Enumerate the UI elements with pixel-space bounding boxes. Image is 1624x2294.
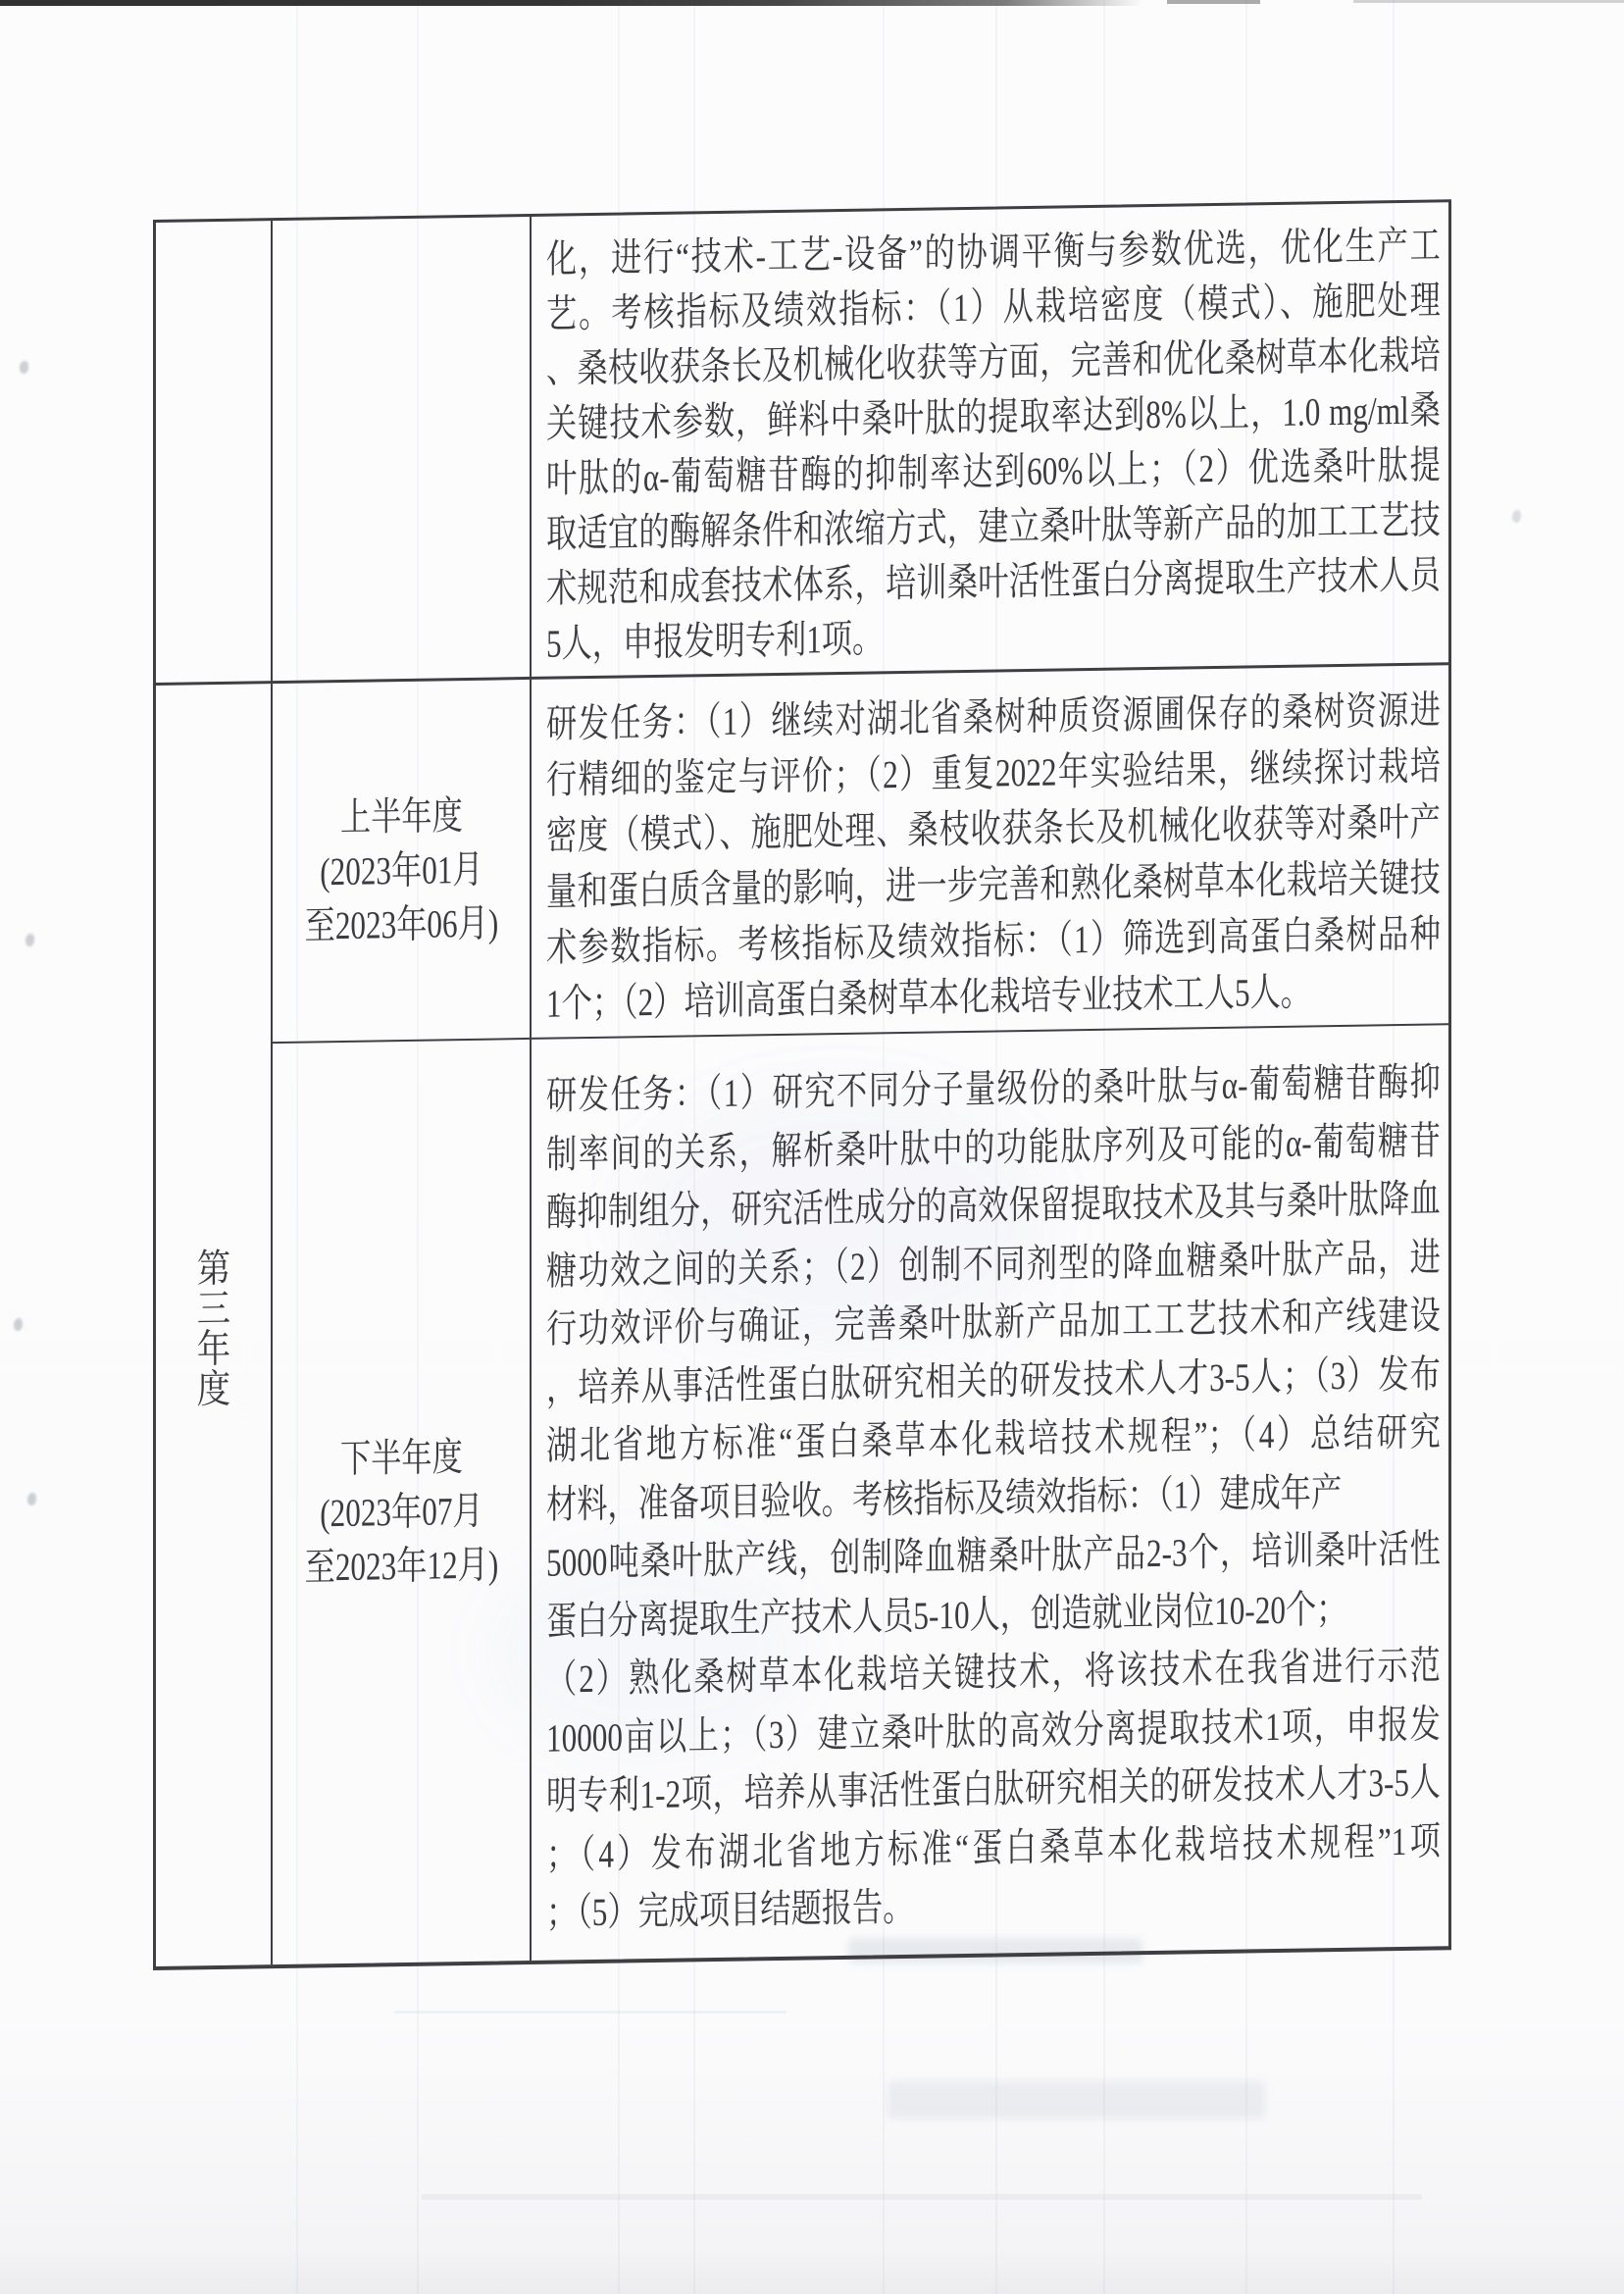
table-cell-year-label bbox=[156, 684, 273, 1966]
period-label-line: 至2023年06月) bbox=[304, 900, 499, 948]
project-schedule-table bbox=[153, 199, 1451, 1970]
year-label-char: 年 bbox=[196, 1326, 230, 1372]
scan-edge-artifact bbox=[0, 0, 1142, 6]
table-cell-period-first-half bbox=[273, 680, 532, 1044]
task-text-line: 湖北省地方标准“蛋白桑草本化栽培技术规程”；（4）总结研究 bbox=[546, 1409, 1441, 1468]
task-text-line: 关键技术参数，鲜料中桑叶肽的提取率达到8%以上，1.0 mg/ml桑 bbox=[546, 386, 1441, 446]
table-cell-task-second-half bbox=[532, 1025, 1448, 1961]
year-label-char: 三 bbox=[196, 1286, 230, 1332]
task-text-line: （2）熟化桑树草本化栽培关键技术，将该技术在我省进行示范 bbox=[546, 1643, 1441, 1702]
table-cell-year-empty bbox=[156, 221, 273, 686]
year-label-char: 度 bbox=[196, 1366, 230, 1412]
period-label-line: 上半年度 bbox=[340, 793, 463, 840]
scan-speck bbox=[20, 361, 28, 374]
task-text-line: 化，进行“技术-工艺-设备”的协调平衡与参数优选，优化生产工 bbox=[546, 222, 1441, 281]
table-cell-task-first-half bbox=[532, 665, 1448, 1040]
period-label-line: 下半年度 bbox=[340, 1435, 463, 1481]
task-text-line: 材料，准备项目验收。考核指标及绩效指标：（1）建成年产 bbox=[546, 1469, 1343, 1527]
scan-edge-artifact bbox=[1167, 0, 1260, 4]
task-text-line: 密度（模式）、施肥处理、桑枝收获条长及机械化收获等对桑叶产 bbox=[546, 798, 1441, 858]
period-label-line: 至2023年12月) bbox=[304, 1542, 499, 1590]
scan-ghost-line bbox=[394, 2011, 787, 2014]
task-text-line: 5000吨桑叶肽产线，创制降血糖桑叶肽产品2-3个，培训桑叶活性 bbox=[546, 1526, 1441, 1585]
task-text-line: 量和蛋白质含量的影响，进一步完善和熟化桑树草本化栽培关键技 bbox=[546, 854, 1441, 914]
task-text-line: 术规范和成套技术体系，培训桑叶活性蛋白分离提取生产技术人员 bbox=[546, 551, 1441, 611]
task-text-line: 糖功效之间的关系；（2）创制不同剂型的降血糖桑叶肽产品，进 bbox=[546, 1235, 1441, 1294]
task-text-line: 取适宜的酶解条件和浓缩方式，建立桑叶肽等新产品的加工工艺技 bbox=[546, 496, 1441, 556]
task-text-line: 制率间的关系，解析桑叶肽中的功能肽序列及可能的α-葡萄糖苷 bbox=[546, 1118, 1441, 1177]
task-text-line: ；（4）发布湖北省地方标准“蛋白桑草本化栽培技术规程”1项 bbox=[546, 1818, 1441, 1877]
task-text-line: 行功效评价与确证，完善桑叶肽新产品加工工艺技术和产线建设 bbox=[546, 1293, 1441, 1351]
scan-speck bbox=[27, 1493, 36, 1505]
scan-speck bbox=[1512, 510, 1521, 523]
scan-ghost-text bbox=[888, 2081, 1265, 2118]
task-text-line: 叶肽的α-葡萄糖苷酶的抑制率达到60%以上；（2）优选桑叶肽提 bbox=[546, 441, 1441, 501]
scan-speck bbox=[14, 1318, 23, 1331]
task-text-line: 蛋白分离提取生产技术人员5-10人，创造就业岗位10-20个； bbox=[546, 1586, 1347, 1644]
scan-ghost-line bbox=[422, 2194, 1422, 2200]
task-text-line: 10000亩以上；（3）建立桑叶肽的高效分离提取技术1项，申报发 bbox=[546, 1702, 1441, 1760]
task-text-line: 艺。考核指标及绩效指标：（1）从栽培密度（模式）、施肥处理 bbox=[546, 277, 1441, 336]
table-cell-period-second-half bbox=[273, 1040, 532, 1964]
scan-speck bbox=[25, 934, 34, 946]
period-label-line: (2023年07月 bbox=[320, 1488, 483, 1536]
task-text-line: 行精细的鉴定与评价；（2）重复2022年实验结果，继续探讨栽培 bbox=[546, 742, 1441, 802]
task-text-line: 术参数指标。考核指标及绩效指标：（1）筛选到高蛋白桑树品种 bbox=[546, 910, 1441, 970]
task-text-line: 研发任务：（1）继续对湖北省桑树种质资源圃保存的桑树资源进 bbox=[546, 687, 1441, 746]
task-text-line: 研发任务：（1）研究不同分子量级份的桑叶肽与α-葡萄糖苷酶抑 bbox=[546, 1059, 1441, 1118]
scan-edge-artifact bbox=[1353, 0, 1624, 3]
period-label-line: (2023年01月 bbox=[320, 846, 483, 894]
year-label-char: 第 bbox=[196, 1246, 230, 1292]
task-text-line: 5人，申报发明专利1项。 bbox=[546, 615, 884, 666]
task-text-line: 、桑枝收获条长及机械化收获等方面，完善和优化桑树草本化栽培 bbox=[546, 331, 1441, 391]
table-cell-period-empty bbox=[273, 217, 532, 684]
task-text-line: ，培养从事活性蛋白肽研究相关的研发技术人才3-5人；（3）发布 bbox=[546, 1351, 1441, 1410]
table-cell-task-continuation bbox=[532, 202, 1448, 680]
task-text-line: ；（5）完成项目结题报告。 bbox=[546, 1885, 914, 1935]
task-text-line: 酶抑制组分，研究活性成分的高效保留提取技术及其与桑叶肽降血 bbox=[546, 1176, 1441, 1235]
task-text-line: 1个；（2）培训高蛋白桑树草本化栽培专业技术工人5人。 bbox=[546, 968, 1311, 1026]
task-text-line: 明专利1-2项，培养从事活性蛋白肽研究相关的研发技术人才3-5人 bbox=[546, 1759, 1441, 1818]
